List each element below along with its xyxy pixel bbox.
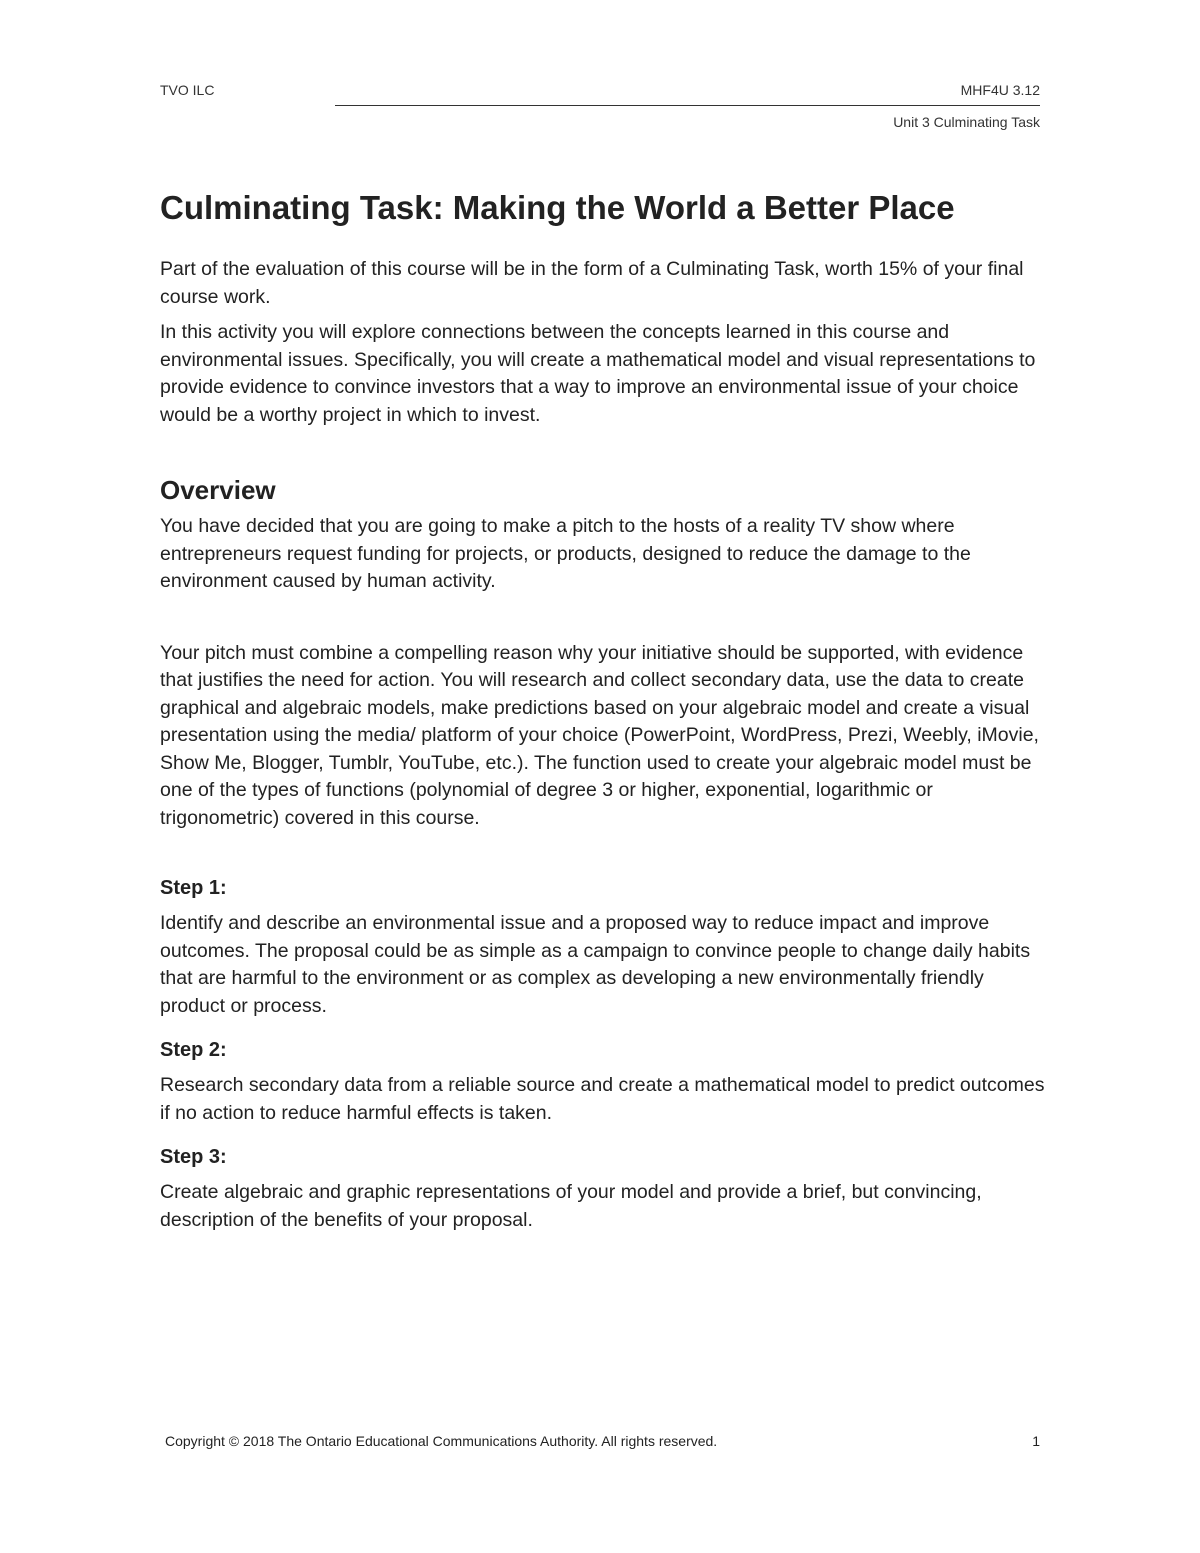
header-course-code: MHF4U 3.12 — [960, 82, 1040, 98]
header-divider — [335, 105, 1040, 106]
overview-heading: Overview — [160, 475, 276, 505]
step-3-heading: Step 3: — [160, 1146, 227, 1168]
step-2-text: Research secondary data from a reliable source and create a mathematical model to predict outcomes if no action to reduce harmful effects is taken. — [160, 1074, 1045, 1124]
overview-paragraph-1: You have decided that you are going to make a pitch to the hosts of a reality TV show where entrepreneurs request funding for projects, or products, designed to reduce the damage to the environment caused by human activity. — [160, 515, 971, 592]
header-unit: Unit 3 Culminating Task — [893, 114, 1040, 130]
step-1-text: Identify and describe an environmental issue and a proposed way to reduce impact and improve outcomes. The proposal could be as simple as a campaign to convince people to change daily habits that are harmful to the environment or as complex as developing a new environmentally friendly product or process. — [160, 912, 1031, 1017]
page-title: Culminating Task: Making the World a Better Place — [160, 189, 955, 226]
footer-copyright: Copyright © 2018 The Ontario Educational Communications Authority. All rights reserved. — [165, 1433, 718, 1449]
step-3-text: Create algebraic and graphic representations of your model and provide a brief, but convincing, description of the benefits of your proposal. — [160, 1181, 982, 1231]
document-body — [160, 186, 1045, 1234]
intro-paragraph-1: Part of the evaluation of this course will be in the form of a Culminating Task, worth 15% of your final course work. — [160, 258, 1024, 308]
intro-paragraph-2: In this activity you will explore connections between the concepts learned in this course and environmental issues. Specifically, you will create a mathematical model and visual representations to provide evidence to convince investors that a way to improve an environmental issue of your choice would be a worthy project in which to invest. — [160, 321, 1036, 426]
step-1-heading: Step 1: — [160, 877, 227, 899]
step-2-heading: Step 2: — [160, 1039, 227, 1061]
header-org: TVO ILC — [160, 82, 215, 98]
overview-paragraph-2: Your pitch must combine a compelling reason why your initiative should be supported, with evidence that justifies the need for action. You will research and collect secondary data, use the data to create graphical and algebraic models, make predictions based on your algebraic model and create a visual presentation using the media/ platform of your choice (PowerPoint, WordPress, Prezi, Weebly, iMovie, Show Me, Blogger, Tumblr, YouTube, etc.). The function used to create your algebraic model must be one of the types of functions (polynomial of degree 3 or higher, exponential, logarithmic or trigonometric) covered in this course. — [160, 641, 1039, 829]
page-number: 1 — [1032, 1433, 1040, 1449]
